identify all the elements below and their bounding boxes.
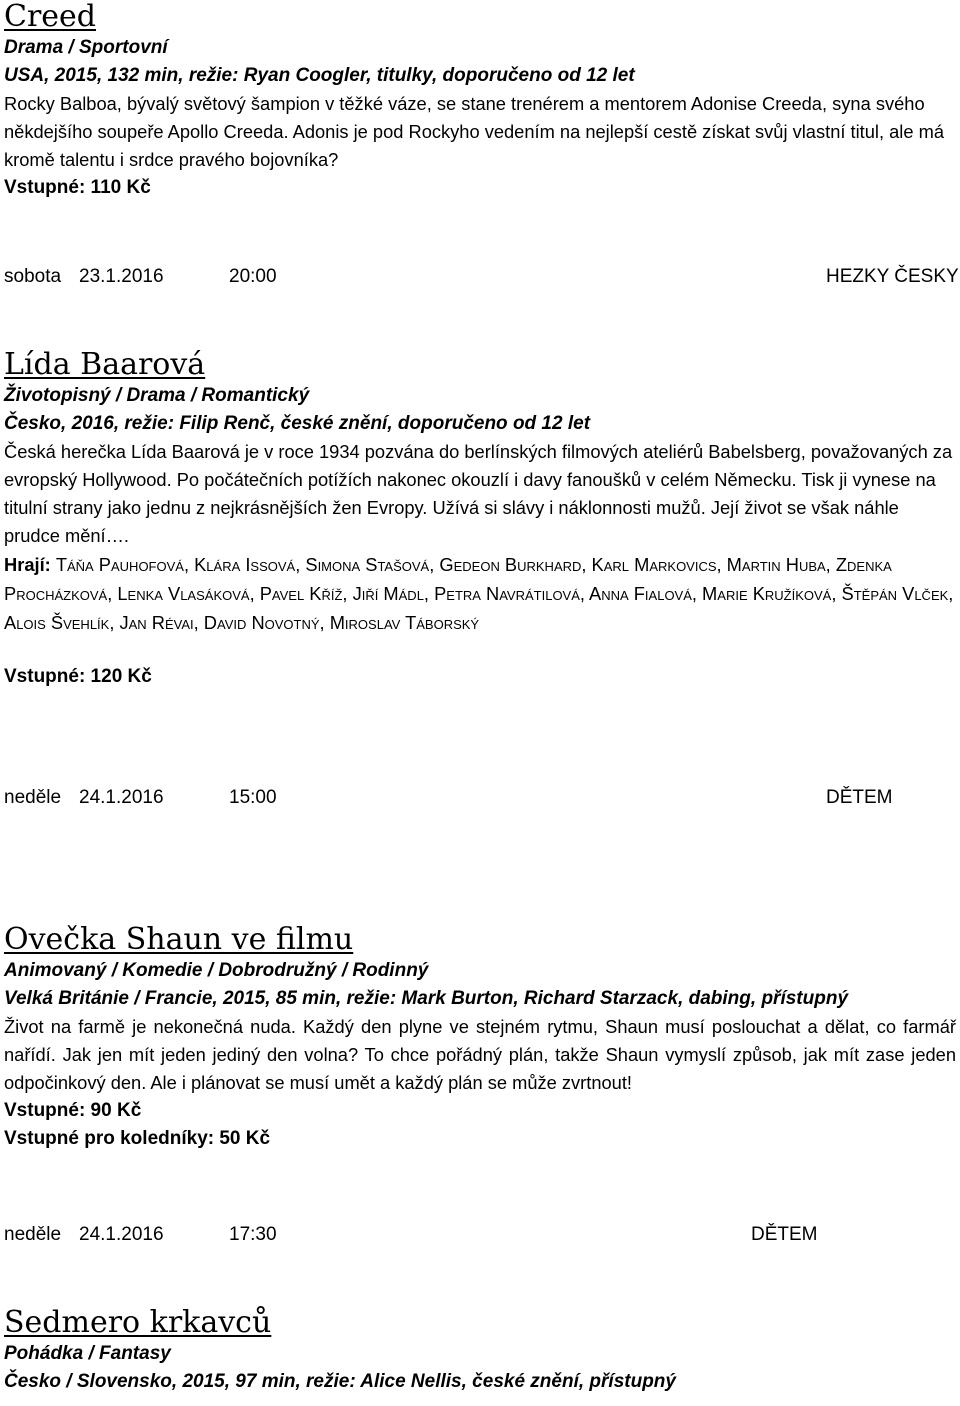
screening-time: 15:00 <box>229 787 277 808</box>
film-description: Život na farmě je nekonečná nuda. Každý den plyne ve stejném rytmu, Shaun musí poslouchat a dělat, co farmář nařídí. Jak jen mít jeden jediný den volna? To chce pořádný plán, takže Shaun vymyslí způsob, jak mít zase jeden odpočinkový den. Ale i plánovat se musí umět a každý plán se může zvrtnout! <box>4 1016 956 1093</box>
cast-label: Hrají: <box>4 554 51 575</box>
screening-date: 24.1.2016 <box>79 1224 164 1245</box>
screening-time: 17:30 <box>229 1224 277 1245</box>
film-creed <box>4 0 956 202</box>
film-meta: Česko, 2016, režie: Filip Renč, české znění, doporučeno od 12 let <box>4 413 591 434</box>
screening-time: 20:00 <box>229 266 277 287</box>
screening-row <box>4 784 956 812</box>
film-genre: Životopisný / Drama / Romantický <box>4 385 310 406</box>
film-description: Česká herečka Lída Baarová je v roce 1934 pozvána do berlínských filmových ateliérů Babelsberg, považovaných za evropský Hollywood. Po počátečních potížích nakonec okouzlí i davy fanoušků v celém Německu. Tisk ji vynese na titulní strany jako jednu z nejkrásnějších žen Evropy. Užívá si slávy i náklonnosti mužů. Její život se však náhle prudce mění…. <box>4 441 953 546</box>
film-price: Vstupné: 120 Kč <box>4 666 152 687</box>
screening-day: sobota <box>4 266 62 287</box>
film-title: Lída Baarová <box>4 347 206 382</box>
film-genre: Drama / Sportovní <box>4 37 168 58</box>
screening-tag: DĚTEM <box>826 787 893 808</box>
screening-tag: HEZKY ČESKY <box>826 266 959 287</box>
film-title: Creed <box>4 0 97 34</box>
film-meta: USA, 2015, 132 min, režie: Ryan Coogler, titulky, doporučeno od 12 let <box>4 65 635 86</box>
screening-date: 24.1.2016 <box>79 787 164 808</box>
screening-date: 23.1.2016 <box>79 266 164 287</box>
film-lida-baarova <box>4 348 956 691</box>
film-price: Vstupné: 110 Kč <box>4 177 151 198</box>
film-sedmero-krkavcu <box>4 1306 956 1396</box>
cast-list: Táňa Pauhofová, Klára Issová, Simona Stašová, Gedeon Burkhard, Karl Markovics, Martin Huba, Zdenka Procházková, Lenka Vlasáková, Pavel Kříž, Jiří Mádl, Petra Navrátilová, Anna Fialová, Marie Kružíková, Štěpán Vlček, Alois Švehlík, Jan Révai, David Novotný, Miroslav Táborský <box>4 554 954 633</box>
screening-day: neděle <box>4 787 62 808</box>
film-meta: Česko / Slovensko, 2015, 97 min, režie: Alice Nellis, české znění, přístupný <box>4 1371 676 1392</box>
film-title: Ovečka Shaun ve filmu <box>4 922 354 957</box>
film-ovecka-shaun <box>4 923 956 1153</box>
screening-tag: DĚTEM <box>751 1224 818 1245</box>
screening-day: neděle <box>4 1224 62 1245</box>
film-price: Vstupné: 90 Kč <box>4 1100 142 1121</box>
film-meta: Velká Británie / Francie, 2015, 85 min, režie: Mark Burton, Richard Starzack, dabing, přístupný <box>4 988 849 1009</box>
screening-row <box>4 263 959 291</box>
film-price-carolers: Vstupné pro koledníky: 50 Kč <box>4 1128 271 1149</box>
film-genre: Pohádka / Fantasy <box>4 1343 171 1364</box>
film-title: Sedmero krkavců <box>4 1305 272 1340</box>
film-genre: Animovaný / Komedie / Dobrodružný / Rodinný <box>4 960 429 981</box>
film-cast <box>4 550 956 637</box>
film-description: Rocky Balboa, bývalý světový šampion v těžké váze, se stane trenérem a mentorem Adonise Creeda, syna svého někdejšího soupeře Apollo Creeda. Adonis je pod Rockyho vedením na nejlepší cestě získat svůj vlastní titul, ale má kromě talentu i srdce pravého bojovníka? <box>4 93 944 170</box>
screening-row <box>4 1221 956 1249</box>
